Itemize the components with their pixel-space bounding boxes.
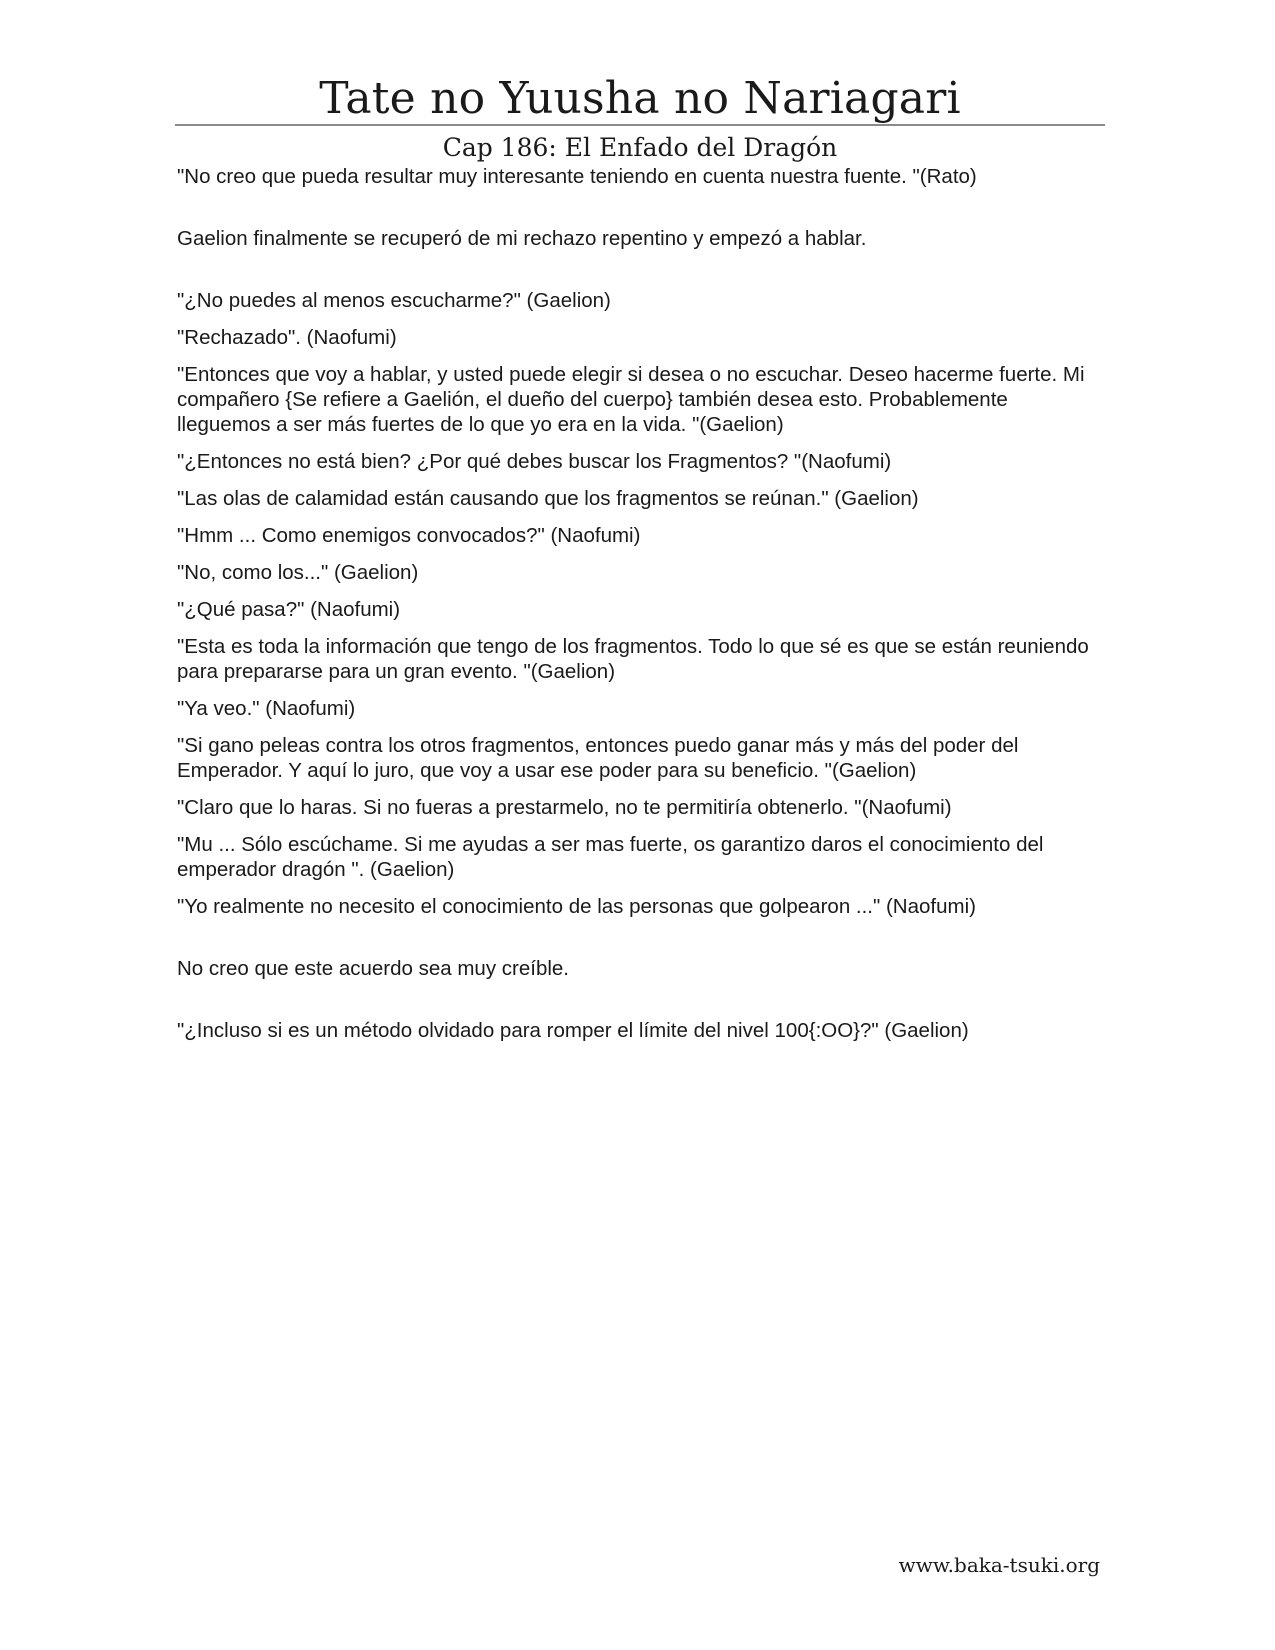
paragraph: "Rechazado". (Naofumi) xyxy=(177,326,397,349)
paragraph: "Ya veo." (Naofumi) xyxy=(177,697,356,720)
paragraph: "¿No puedes al menos escucharme?" (Gaelion) xyxy=(177,289,611,312)
paragraph: "Claro que lo haras. Si no fueras a prestarmelo, no te permitiría obtenerlo. "(Naofumi) xyxy=(177,796,952,819)
chapter-title: Cap 186: El Enfado del Dragón xyxy=(442,133,838,162)
footer-url: www.baka-tsuki.org xyxy=(898,1553,1100,1577)
paragraph: "No, como los..." (Gaelion) xyxy=(177,561,419,584)
paragraph: "Yo realmente no necesito el conocimiento de las personas que golpearon ..." (Naofumi) xyxy=(177,895,976,918)
title-divider xyxy=(175,124,1105,126)
page-title: Tate no Yuusha no Nariagari xyxy=(319,73,961,124)
paragraph: No creo que este acuerdo sea muy creíble. xyxy=(177,957,569,980)
paragraph: "¿Incluso si es un método olvidado para romper el límite del nivel 100{:OO}?" (Gaelion) xyxy=(177,1019,969,1042)
paragraph: "No creo que pueda resultar muy interesante teniendo en cuenta nuestra fuente. "(Rato) xyxy=(177,165,977,188)
paragraph: "Mu ... Sólo escúchame. Si me ayudas a ser mas fuerte, os garantizo daros el conocimiento del emperador dragón ". (Gaelion) xyxy=(177,833,1044,881)
document-body xyxy=(177,164,1097,1055)
paragraph: "Las olas de calamidad están causando que los fragmentos se reúnan." (Gaelion) xyxy=(177,487,919,510)
paragraph: "Si gano peleas contra los otros fragmentos, entonces puedo ganar más y más del poder del Emperador. Y aquí lo juro, que voy a usar ese poder para su beneficio. "(Gaelion) xyxy=(177,734,1019,782)
paragraph: "¿Qué pasa?" (Naofumi) xyxy=(177,598,401,621)
paragraph: "Esta es toda la información que tengo de los fragmentos. Todo lo que sé es que se están reuniendo para prepararse para un gran evento. "(Gaelion) xyxy=(177,635,1089,683)
paragraph: "Entonces que voy a hablar, y usted puede elegir si desea o no escuchar. Deseo hacerme fuerte. Mi compañero {Se refiere a Gaelión, el dueño del cuerpo} también desea esto. Probablemente lleguemos a ser más fuertes de lo que yo era en la vida. "(Gaelion) xyxy=(177,363,1085,436)
paragraph: "Hmm ... Como enemigos convocados?" (Naofumi) xyxy=(177,524,641,547)
paragraph: Gaelion finalmente se recuperó de mi rechazo repentino y empezó a hablar. xyxy=(177,227,867,250)
paragraph: "¿Entonces no está bien? ¿Por qué debes buscar los Fragmentos? "(Naofumi) xyxy=(177,450,892,473)
